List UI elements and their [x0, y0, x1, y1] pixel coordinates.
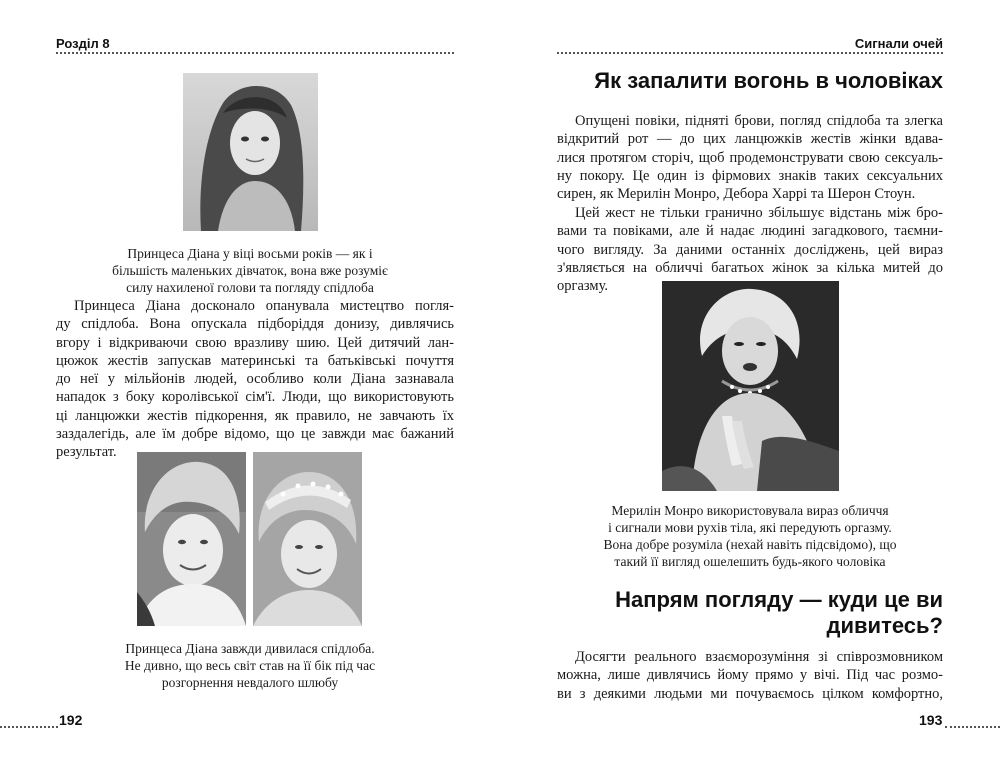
- photo-diana-child: [183, 73, 318, 231]
- caption-marilyn: Мерилін Монро використовувала вираз обличчя і сигнали мови рухів тіла, які передують оргазму. Вона добре розуміла (нехай навіть підсвідомо), що такий її вигляд ошелешить будь-якого чоловіка: [603, 503, 897, 569]
- header-dotted-rule: [56, 52, 454, 54]
- page-number-left: 192: [59, 712, 83, 728]
- paragraph-eye-contact: Досягти реального взаєморозуміння зі співрозмовником можна, лише дивлячись йому прямо у вічі. Під час розмо- ви з деякими людьми ми почуваємось цілком комфортно,: [557, 649, 943, 702]
- section-title-ignite: Як запалити вогонь в чоловіках: [594, 68, 943, 93]
- page-number-right: 193: [919, 712, 943, 728]
- photo-diana-adult-2-image: [253, 452, 362, 626]
- photo-diana-adult-1: [137, 452, 246, 626]
- right-page: [500, 0, 1000, 769]
- header-dotted-rule: [557, 52, 943, 54]
- paragraph-diana: Принцеса Діана досконало опанувала мистецтво погля- ду спідлоба. Вона опускала підборіддя донизу, дивлячись вгору і відкриваючи свою вразливу шию. Цей дитячий лан- цюжок жестів запускав материнські та батьківські почуття до неї у мільйонів людей, особливо коли Діана зазнавала нападок з боку королівської сім'ї. Люди, що використовують ці ланцюжки жестів підкорення, як правило, не завчають їх заздалегідь, але їм добре відомо, що це завжди має бажаний результат.: [56, 298, 454, 461]
- photo-diana-child-image: [183, 73, 318, 231]
- section-title-gaze-direction: Напрям погляду — куди це ви дивитесь?: [615, 587, 943, 638]
- paragraph-lowered-lids: Опущені повіки, підняті брови, погляд спідлоба та злегка відкритий рот — до цих ланцюжків жестів жінки вдава- лися протягом сторіч, щоб продемонструвати свою сексуаль- ну покору. Це один із фірмових знаків таких сексуальних сирен, як Мерилін Монро, Дебора Харрі та Шерон Стоун.: [557, 113, 943, 203]
- photo-diana-adult-2: [253, 452, 362, 626]
- photo-marilyn-monroe: [662, 281, 839, 491]
- photo-diana-adult-1-image: [137, 452, 246, 626]
- running-head-chapter: Розділ 8: [56, 36, 110, 51]
- paragraph-gesture-mystery: Цей жест не тільки гранично збільшує відстань між бро- вами та повіками, але й надає людині загадкового, таємни- чого вигляду. За даними останніх досліджень, цей вираз з'являється на обличчі багатьох жінок за кілька митей до оргазму.: [557, 205, 943, 295]
- footer-dotted-rule: [945, 726, 1000, 728]
- caption-diana-child: Принцеса Діана у віці восьми років — як і більшість маленьких дівчаток, вона вже розуміє силу нахиленої голови та погляду спідлоба: [112, 246, 388, 295]
- photo-marilyn-monroe-image: [662, 281, 839, 491]
- footer-dotted-rule: [0, 726, 58, 728]
- caption-diana-adult: Принцеса Діана завжди дивилася спідлоба. Не дивно, що весь світ став на її бік під час розгорнення невдалого шлюбу: [124, 641, 376, 690]
- running-head-section: Сигнали очей: [854, 36, 943, 51]
